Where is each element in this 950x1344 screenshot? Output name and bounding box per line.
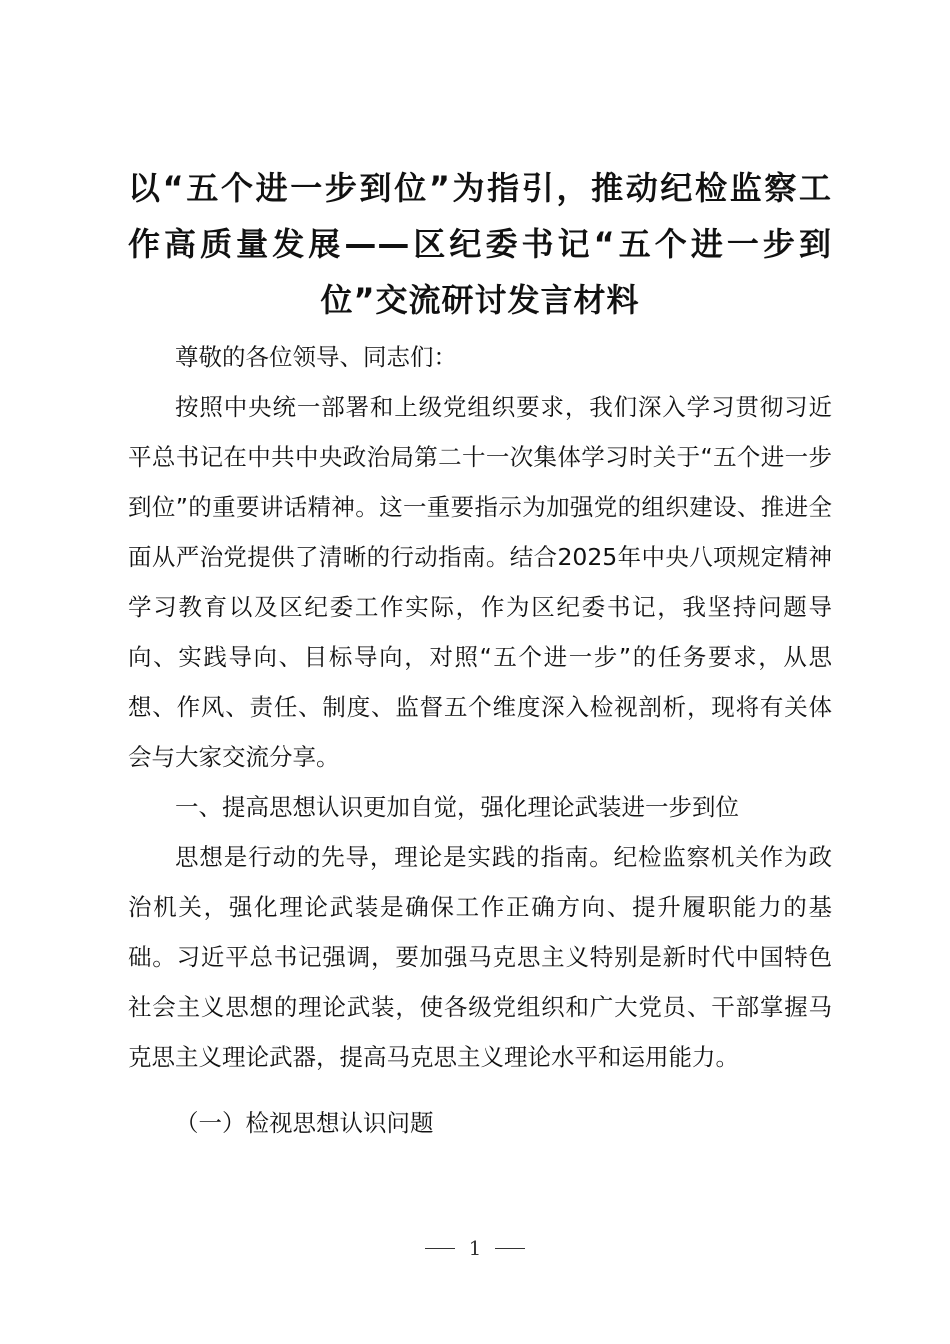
page-footer	[0, 1236, 950, 1260]
section-1-paragraph: 思想是行动的先导，理论是实践的指南。纪检监察机关作为政治机关，强化理论武装是确保工作正确方向、提升履职能力的基础。习近平总书记强调，要加强马克思主义特别是新时代中国特色社会主义思想的理论武装，使各级党组织和广大党员、干部掌握马克思主义理论武器，提高马克思主义理论水平和运用能力。	[128, 843, 832, 1071]
footer-dash-right	[495, 1248, 525, 1249]
intro-paragraph: 按照中央统一部署和上级党组织要求，我们深入学习贯彻习近平总书记在中共中央政治局第二十一次集体学习时关于“五个进一步到位”的重要讲话精神。这一重要指示为加强党的组织建设、推进全面从严治党提供了清晰的行动指南。结合2025年中央八项规定精神学习教育以及区纪委工作实际，作为区纪委书记，我坚持问题导向、实践导向、目标导向，对照“五个进一步”的任务要求，从思想、作风、责任、制度、监督五个维度深入检视剖析，现将有关体会与大家交流分享。	[128, 393, 832, 771]
page-number: 1	[468, 1236, 482, 1260]
footer-dash-left	[425, 1248, 455, 1249]
document-body	[128, 332, 832, 1148]
greeting: 尊敬的各位领导、同志们：	[175, 343, 457, 371]
subsection-heading-1: （一）检视思想认识问题	[175, 1109, 434, 1137]
section-heading-1: 一、提高思想认识更加自觉，强化理论武装进一步到位	[175, 793, 739, 821]
document-title: 以“五个进一步到位”为指引，推动纪检监察工作高质量发展——区纪委书记“五个进一步到位”交流研讨发言材料	[128, 169, 832, 319]
